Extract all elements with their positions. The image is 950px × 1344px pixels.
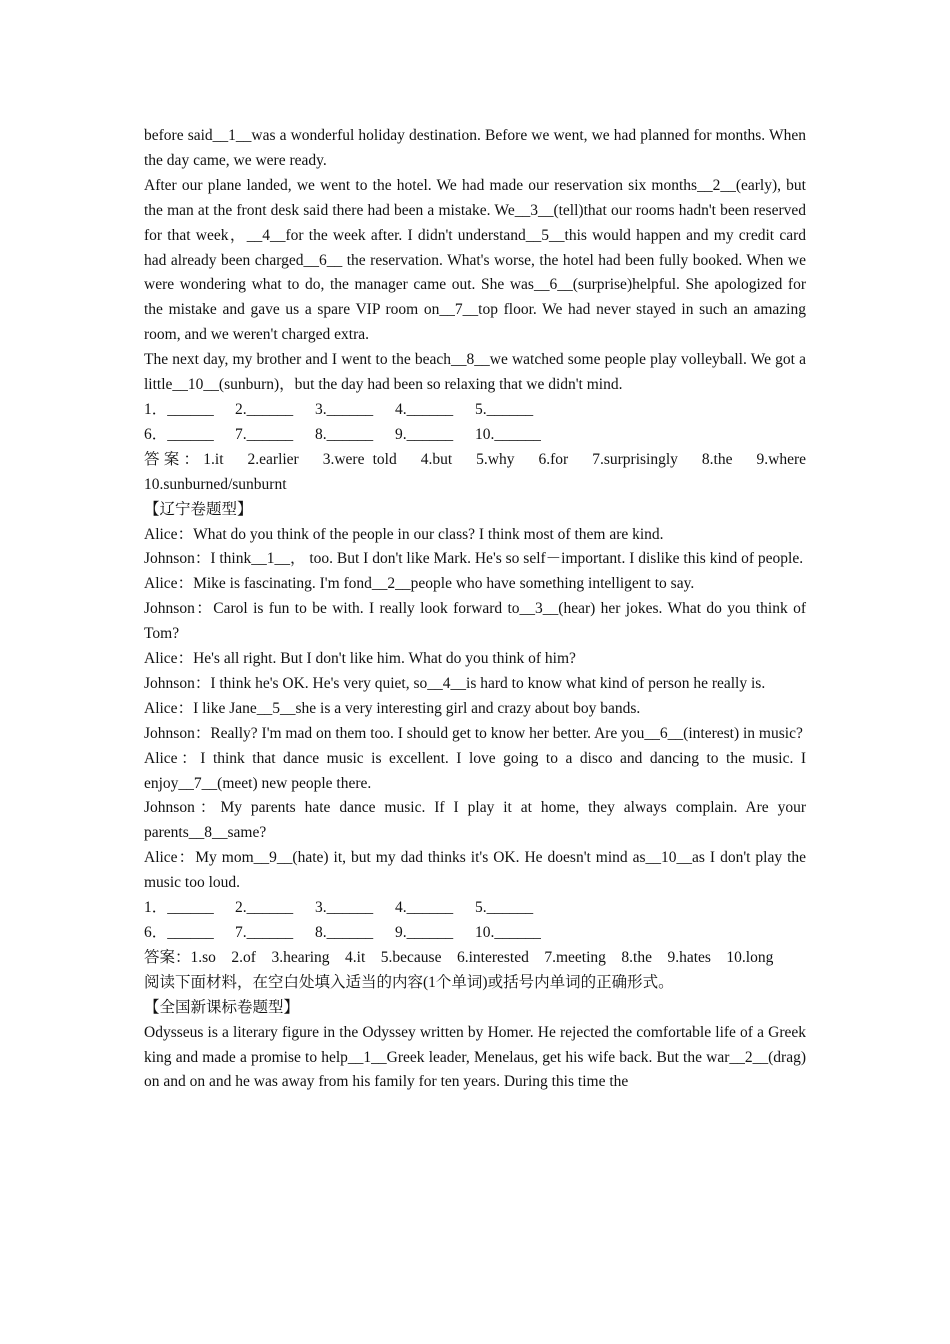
dialogue-line: Johnson：Carol is fun to be with. I really look forward to__3__(hear) her jokes. What do you think of Tom? — [144, 600, 806, 643]
blank-item: 1．______ — [144, 400, 214, 418]
blank-item: 1．______ — [144, 899, 214, 917]
document-page — [144, 124, 822, 1095]
blank-item: 6．______ — [144, 924, 214, 941]
section-heading: 【全国新课标卷题型】 — [144, 998, 300, 1016]
blanks-row — [144, 896, 806, 921]
blanks-row — [144, 921, 806, 946]
blank-item: 8.______ — [315, 425, 374, 443]
dialogue-line: Alice：My mom__9__(hate) it, but my dad thinks it's OK. He doesn't mind as__10__as I don't play the music too loud. — [144, 849, 806, 892]
dialogue-line: Johnson：Really? I'm mad on them too. I should get to know her better. Are you__6__(interest) in music? — [144, 724, 803, 742]
blank-item: 5.______ — [475, 899, 534, 917]
passage-3-paragraph: Odysseus is a literary figure in the Odyssey written by Homer. He rejected the comfortable life of a Greek king and made a promise to help__1__Greek leader, Menelaus, get his wife back. But the war__2__(drag) on and on and he was away from his family for ten years. During this time the — [144, 1023, 806, 1091]
passage-1-paragraph: before said__1__was a wonderful holiday destination. Before we went, we had planned for months. When the day came, we were ready. — [144, 127, 806, 169]
dialogue-line: Alice：I think that dance music is excellent. I love going to a disco and dancing to the music. I enjoy__7__(meet) new people there. — [144, 749, 806, 792]
passage-1-paragraph: The next day, my brother and I went to the beach__8__we watched some people play volleyball. We got a little__10__(sunburn)，but the day had been so relaxing that we didn't mind. — [144, 351, 806, 394]
blank-item: 3.______ — [315, 400, 374, 418]
blank-item: 10.______ — [475, 425, 541, 443]
section-heading: 【辽宁卷题型】 — [144, 500, 253, 518]
blanks-row — [144, 398, 806, 423]
dialogue-line: Alice：Mike is fascinating. I'm fond__2__people who have something intelligent to say. — [144, 575, 695, 593]
blank-item: 9.______ — [395, 425, 454, 443]
blank-item: 2.______ — [235, 400, 294, 418]
blank-item: 5.______ — [475, 400, 534, 418]
blank-item: 6．______ — [144, 425, 214, 443]
dialogue-line: Alice：I like Jane__5__she is a very interesting girl and crazy about boy bands. — [144, 699, 641, 717]
answer-key: 答案：1.it 2.earlier 3.were told 4.but 5.why 6.for 7.surprisingly 8.the 9.where 10.sunburned/sunburnt — [144, 450, 822, 493]
blank-item: 3.______ — [315, 899, 374, 917]
blanks-row — [144, 423, 806, 448]
instruction-text: 阅读下面材料，在空白处填入适当的内容(1个单词)或括号内单词的正确形式。 — [144, 973, 674, 991]
dialogue-line: Johnson：I think he's OK. He's very quiet, so__4__is hard to know what kind of person he really is. — [144, 674, 766, 692]
dialogue-line: Alice：What do you think of the people in our class? I think most of them are kind. — [144, 525, 664, 543]
blank-item: 4.______ — [395, 899, 454, 917]
blank-item: 4.______ — [395, 400, 454, 418]
answer-key: 答案：1.so 2.of 3.hearing 4.it 5.because 6.interested 7.meeting 8.the 9.hates 10.long — [144, 948, 774, 966]
blank-item: 7.______ — [235, 425, 294, 443]
blank-item: 8.______ — [315, 924, 374, 941]
dialogue-line: Johnson：My parents hate dance music. If I play it at home, they always complain. Are your parents__8__same? — [144, 799, 806, 842]
blank-item: 7.______ — [235, 924, 294, 941]
blank-item: 9.______ — [395, 924, 454, 941]
dialogue-line: Alice：He's all right. But I don't like him. What do you think of him? — [144, 650, 576, 668]
blank-item: 10.______ — [475, 924, 541, 941]
dialogue-line: Johnson：I think__1__， too. But I don't like Mark. He's so self－important. I dislike this kind of people. — [144, 550, 804, 568]
blank-item: 2.______ — [235, 899, 294, 917]
passage-1-paragraph: After our plane landed, we went to the hotel. We had made our reservation six months__2__(early), but the man at the front desk said there had been a mistake. We__3__(tell)that our rooms hadn't been reserved for that week，__4__for the week after. I didn't understand__5__this would happen and my credit card had already been charged__6__ the reservation. What's worse, the hotel had been fully booked. When we were wondering what to do, the manager came out. She was__6__(surprise)helpful. She apologized for the mistake and gave us a spare VIP room on__7__top floor. We had never stayed in such an amazing room, and we weren't charged extra. — [144, 176, 806, 344]
